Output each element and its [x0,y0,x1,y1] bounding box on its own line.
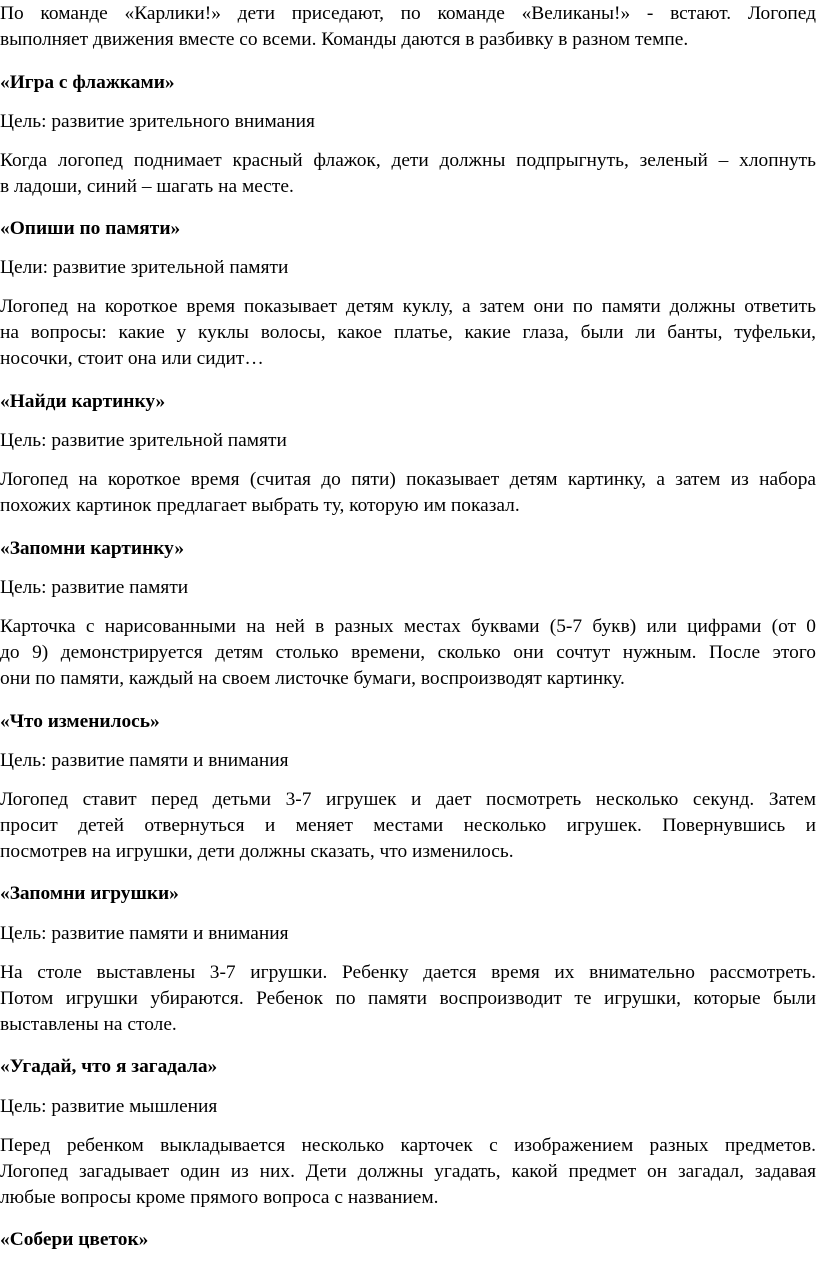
game-title: «Запомни игрушки» [0,883,179,904]
game-description [0,294,816,372]
game-goal: Цель: развитие зрительного внимания [0,111,315,132]
game-goal: Цели: развитие зрительной памяти [0,257,289,278]
description-line: до 9) демонстрируется детям столько времени, сколько они сочтут нужным. После этого [0,642,816,663]
description-line: просит детей отвернуться и меняет местами несколько игрушек. Повернувшись и [0,815,816,836]
game-title: «Угадай, что я загадала» [0,1056,218,1077]
description-line: Потом игрушки убираются. Ребенок по памяти воспроизводит те игрушки, которые были [0,988,816,1009]
description-line: они по памяти, каждый на своем листочке бумаги, воспроизводят картинку. [0,668,625,689]
game-title: «Игра с флажками» [0,72,175,93]
game-goal: Цель: развитие памяти и внимания [0,750,289,771]
description-line: Логопед на короткое время показывает детям куклу, а затем они по памяти должны ответить [0,296,816,317]
game-description [0,960,816,1038]
description-line: на вопросы: какие у куклы волосы, какое платье, какие глаза, были ли банты, туфельки, [0,322,816,343]
game-description [0,148,816,200]
description-line: Логопед ставит перед детьми 3-7 игрушек и дает посмотреть несколько секунд. Затем [0,789,816,810]
description-line: посмотрев на игрушки, дети должны сказать, что изменилось. [0,841,514,862]
description-line: носочки, стоит она или сидит… [0,348,264,369]
game-title: «Что изменилось» [0,711,160,732]
game-goal: Цель: развитие памяти [0,577,189,598]
game-goal: Цель: развитие зрительной памяти [0,430,287,451]
description-line: похожих картинок предлагает выбрать ту, которую им показал. [0,495,520,516]
game-title: «Запомни картинку» [0,538,185,559]
game-title: «Опиши по памяти» [0,218,181,239]
intro-line: По команде «Карлики!» дети приседают, по команде «Великаны!» - встают. Логопед [0,3,816,24]
game-title: «Собери цветок» [0,1229,149,1250]
intro-paragraph [0,1,816,53]
game-description [0,614,816,692]
description-line: любые вопросы кроме прямого вопроса с названием. [0,1187,439,1208]
description-line: выставлены на столе. [0,1014,177,1035]
game-description [0,467,816,519]
game-goal: Цель: развитие памяти и внимания [0,923,289,944]
description-line: Карточка с нарисованными на ней в разных местах буквами (5-7 букв) или цифрами (от 0 [0,616,816,637]
description-line: Перед ребенком выкладывается несколько карточек с изображением разных предметов. [0,1135,816,1156]
game-description [0,787,816,865]
description-line: в ладоши, синий – шагать на месте. [0,176,294,197]
description-line: Логопед загадывает один из них. Дети должны угадать, какой предмет он загадал, задавая [0,1161,816,1182]
game-goal: Цель: развитие мышления [0,1096,218,1117]
description-line: Логопед на короткое время (считая до пяти) показывает детям картинку, а затем из набора [0,469,816,490]
game-title: «Найди картинку» [0,391,166,412]
description-line: На столе выставлены 3-7 игрушки. Ребенку дается время их внимательно рассмотреть. [0,962,816,983]
description-line: Когда логопед поднимает красный флажок, дети должны подпрыгнуть, зеленый – хлопнуть [0,150,816,171]
game-description [0,1133,816,1211]
intro-line: выполняет движения вместе со всеми. Команды даются в разбивку в разном темпе. [0,29,689,50]
